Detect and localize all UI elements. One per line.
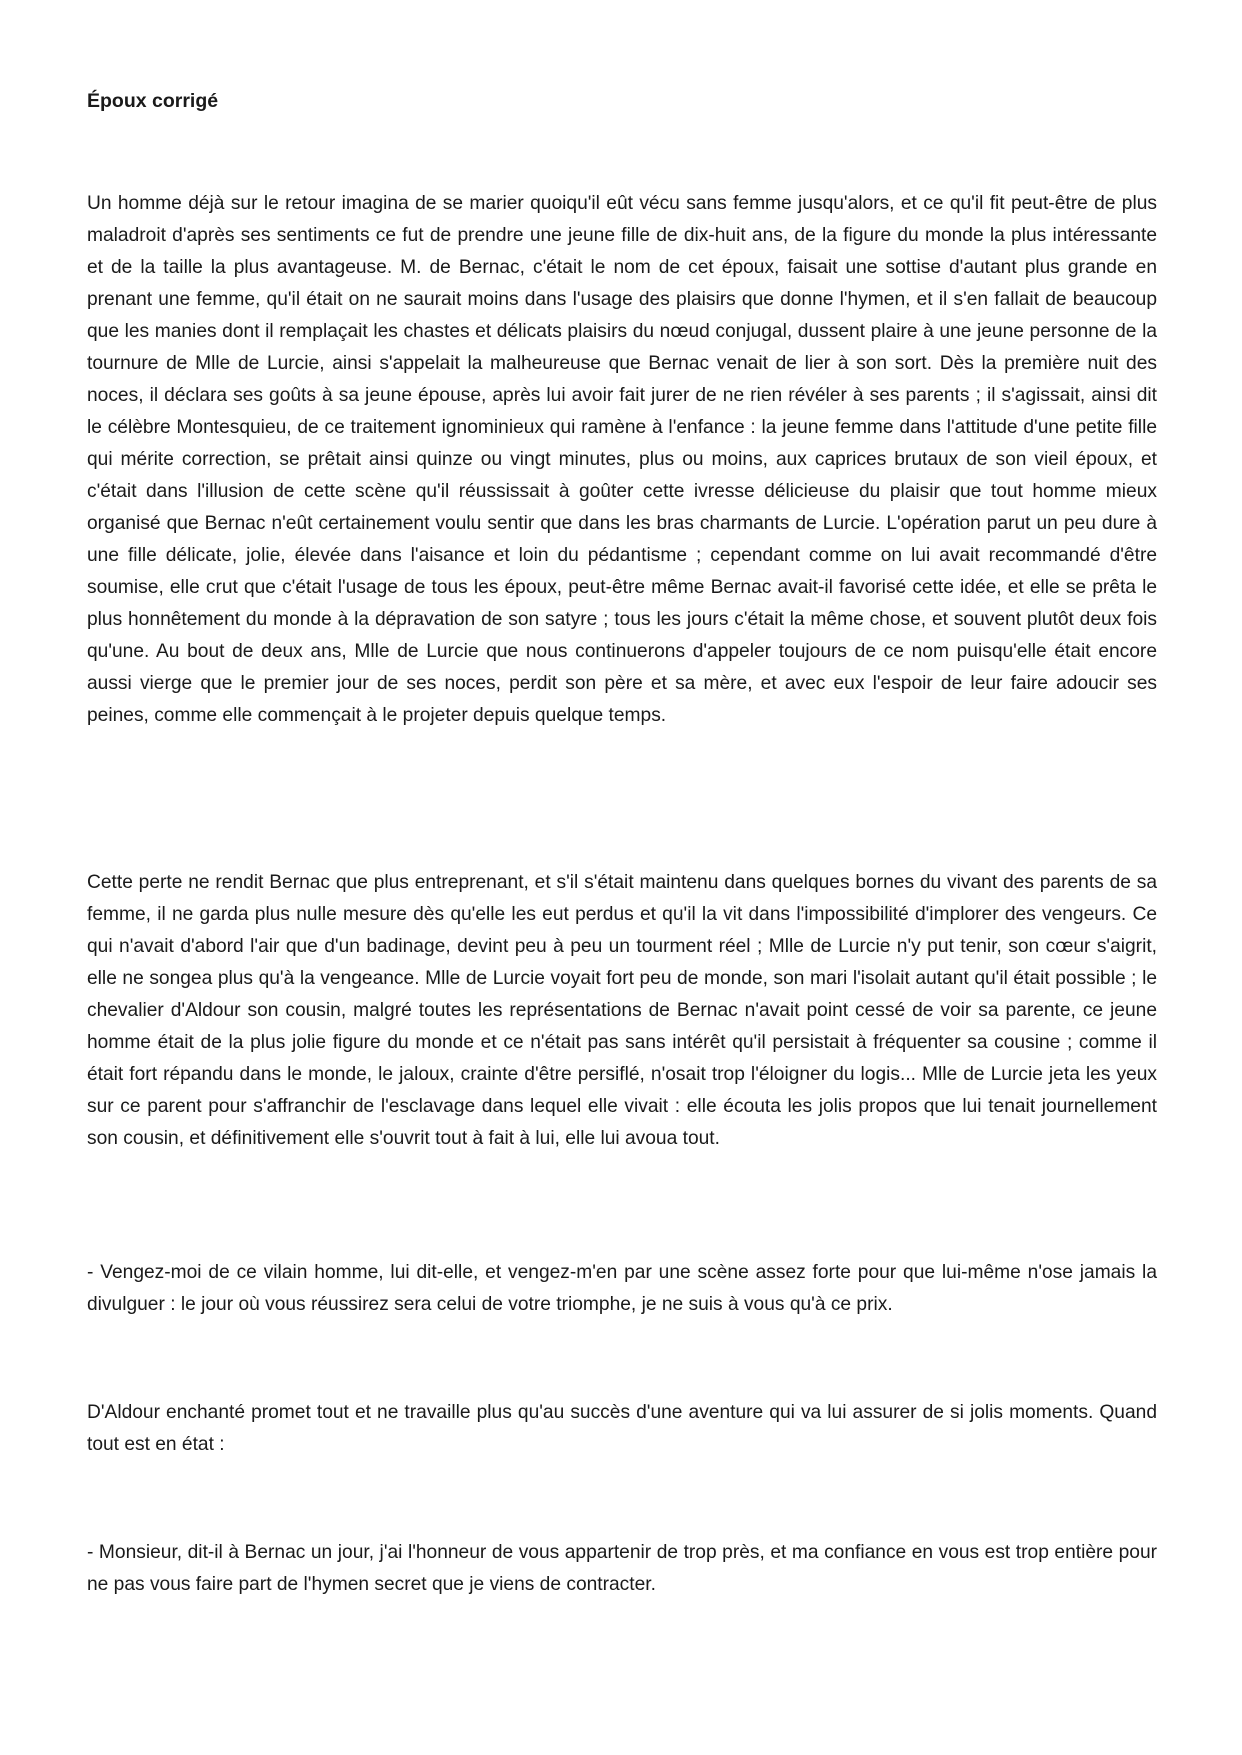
document-title: Époux corrigé — [87, 90, 219, 112]
paragraph-5-dialogue: - Monsieur, dit-il à Bernac un jour, j'ai l'honneur de vous appartenir de trop près, et ma confiance en vous est trop entière pour ne pas vous faire part de l'hymen secret que je viens de contracter. — [87, 1542, 1157, 1595]
paragraph-3-dialogue: - Vengez-moi de ce vilain homme, lui dit-elle, et vengez-m'en par une scène assez forte pour que lui-même n'ose jamais la divulguer : le jour où vous réussirez sera celui de votre triomphe, je ne suis à vous qu'à ce prix. — [87, 1262, 1157, 1315]
paragraph-2: Cette perte ne rendit Bernac que plus entreprenant, et s'il s'était maintenu dans quelques bornes du vivant des parents de sa femme, il ne garda plus nulle mesure dès qu'elle les eut perdus et qu'il la vit dans l'impossibilité d'implorer des vengeurs. Ce qui n'avait d'abord l'air que d'un badinage, devint peu à peu un tourment réel ; Mlle de Lurcie n'y put tenir, son cœur s'aigrit, elle ne songea plus qu'à la vengeance. Mlle de Lurcie voyait fort peu de monde, son mari l'isolait autant qu'il était possible ; le chevalier d'Aldour son cousin, malgré toutes les représentations de Bernac n'avait point cessé de voir sa parente, ce jeune homme était de la plus jolie figure du monde et ce n'était pas sans intérêt qu'il persistait à fréquenter sa cousine ; comme il était fort répandu dans le monde, le jaloux, crainte d'être persiflé, n'osait trop l'éloigner du logis... Mlle de Lurcie jeta les yeux sur ce parent pour s'affranchir de l'esclavage dans lequel elle vivait : elle écouta les jolis propos que lui tenait journellement son cousin, et définitivement elle s'ouvrit tout à fait à lui, elle lui avoua tout. — [87, 872, 1157, 1149]
paragraph-4: D'Aldour enchanté promet tout et ne travaille plus qu'au succès d'une aventure qui va lui assurer de si jolis moments. Quand tout est en état : — [87, 1402, 1157, 1455]
paragraph-1: Un homme déjà sur le retour imagina de se marier quoiqu'il eût vécu sans femme jusqu'alors, et ce qu'il fit peut-être de plus maladroit d'après ses sentiments ce fut de prendre une jeune fille de dix-huit ans, de la figure du monde la plus intéressante et de la taille la plus avantageuse. M. de Bernac, c'était le nom de cet époux, faisait une sottise d'autant plus grande en prenant une femme, qu'il était on ne saurait moins dans l'usage des plaisirs que donne l'hymen, et il s'en fallait de beaucoup que les manies dont il remplaçait les chastes et délicats plaisirs du nœud conjugal, dussent plaire à une jeune personne de la tournure de Mlle de Lurcie, ainsi s'appelait la malheureuse que Bernac venait de lier à son sort. Dès la première nuit des noces, il déclara ses goûts à sa jeune épouse, après lui avoir fait jurer de ne rien révéler à ses parents ; il s'agissait, ainsi dit le célèbre Montesquieu, de ce traitement ignominieux qui ramène à l'enfance : la jeune femme dans l'attitude d'une petite fille qui mérite correction, se prêtait ainsi quinze ou vingt minutes, plus ou moins, aux caprices brutaux de son vieil époux, et c'était dans l'illusion de cette scène qu'il réussissait à goûter cette ivresse délicieuse du plaisir que tout homme mieux organisé que Bernac n'eût certainement voulu sentir que dans les bras charmants de Lurcie. L'opération parut un peu dure à une fille délicate, jolie, élevée dans l'aisance et loin du pédantisme ; cependant comme on lui avait recommandé d'être soumise, elle crut que c'était l'usage de tous les époux, peut-être même Bernac avait-il favorisé cette idée, et elle se prêta le plus honnêtement du monde à la dépravation de son satyre ; tous les jours c'était la même chose, et souvent plutôt deux fois qu'une. Au bout de deux ans, Mlle de Lurcie que nous continuerons d'appeler toujours de ce nom puisqu'elle était encore aussi vierge que le premier jour de ses noces, perdit son père et sa mère, et avec eux l'espoir de leur faire adoucir ses peines, comme elle commençait à le projeter depuis quelque temps. — [87, 193, 1157, 726]
